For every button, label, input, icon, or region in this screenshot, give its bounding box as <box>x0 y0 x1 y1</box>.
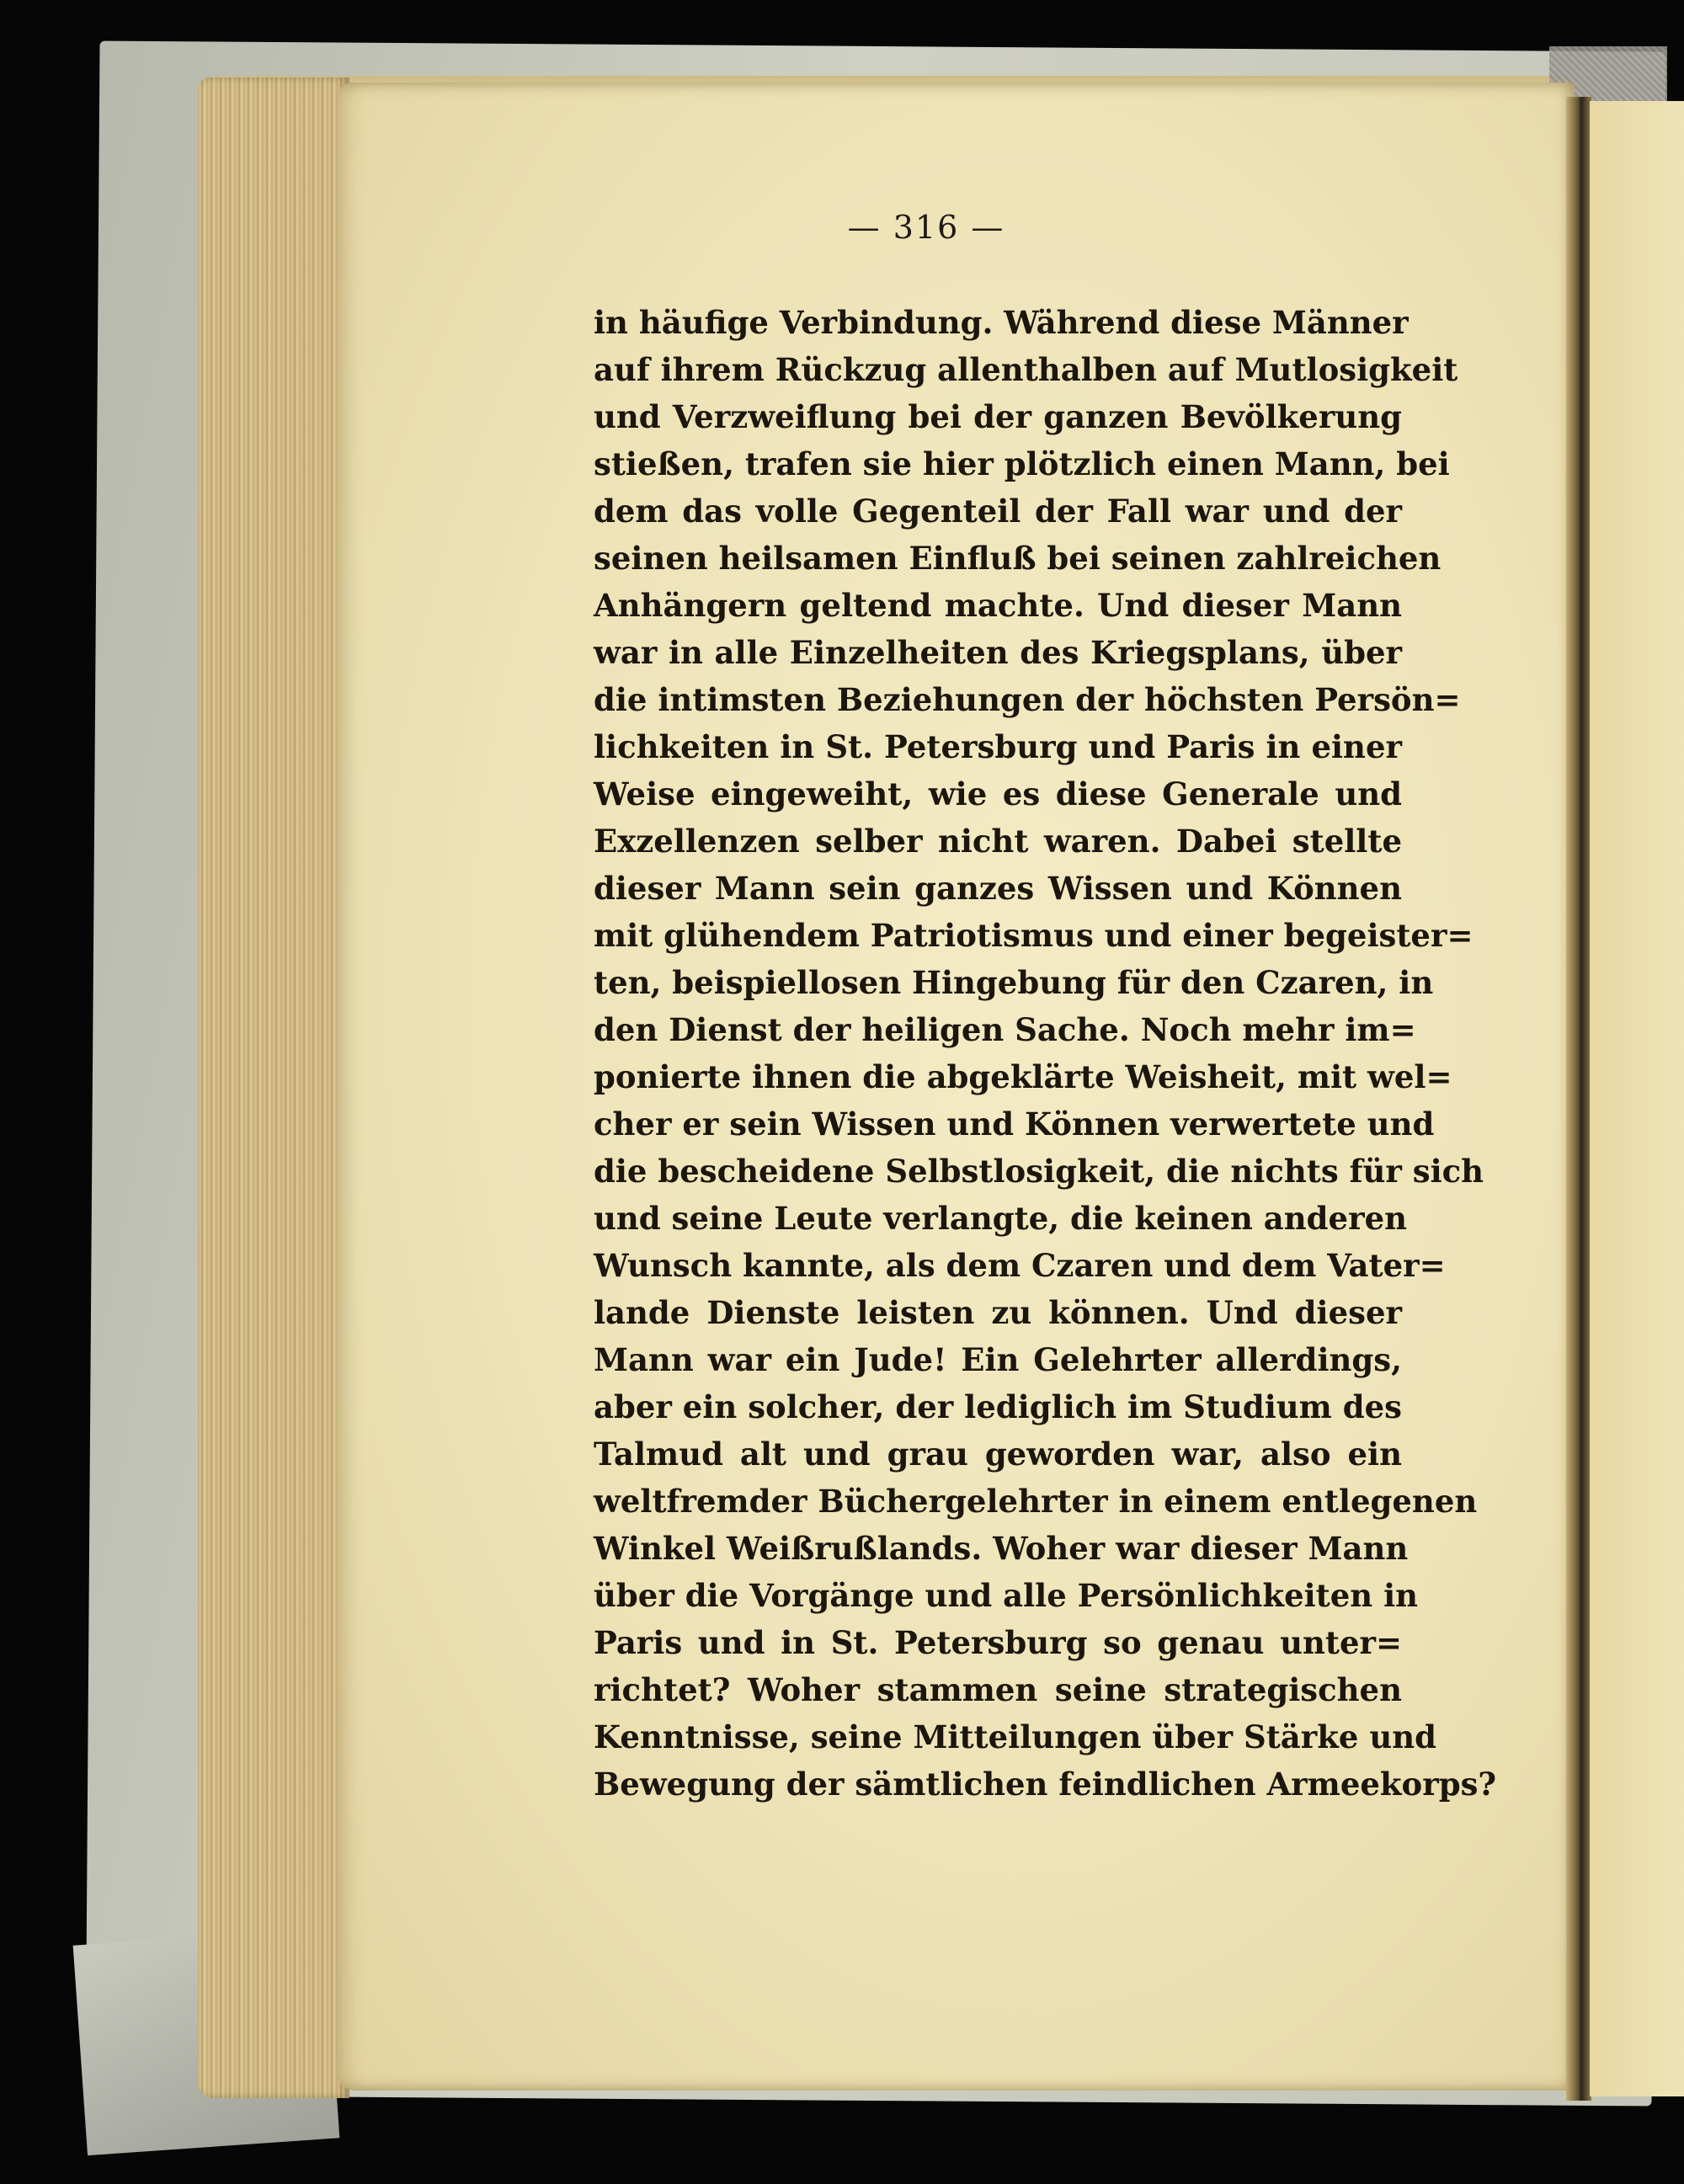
text-line: dem das volle Gegenteil der Fall war und der <box>594 493 1402 530</box>
text-line: Paris und in St. Petersburg so genau unter= <box>594 1624 1402 1661</box>
text-line: dieser Mann sein ganzes Wissen und Können <box>594 870 1402 907</box>
text-line: ponierte ihnen die abgeklärte Weisheit, mit wel= <box>594 1058 1452 1095</box>
text-line: weltfremder Büchergelehrter in einem entlegenen <box>594 1483 1478 1520</box>
text-line: aber ein solcher, der lediglich im Studium des <box>594 1388 1402 1425</box>
text-line: ten, beispiellosen Hingebung für den Czaren, in <box>594 964 1434 1001</box>
text-line: in häufige Verbindung. Während diese Männer <box>594 304 1409 341</box>
text-line: den Dienst der heiligen Sache. Noch mehr im= <box>594 1011 1416 1048</box>
text-line: und Verzweiflung bei der ganzen Bevölkerung <box>594 398 1402 435</box>
text-line: Winkel Weißrußlands. Woher war dieser Mann <box>594 1530 1409 1567</box>
page-edges <box>198 77 349 2098</box>
text-line: über die Vorgänge und alle Persönlichkeiten in <box>594 1577 1419 1614</box>
text-line: und seine Leute verlangte, die keinen anderen <box>594 1200 1408 1237</box>
text-line: Kenntnisse, seine Mitteilungen über Stärke und <box>594 1718 1436 1755</box>
text-line: lichkeiten in St. Petersburg und Paris in einer <box>594 728 1402 765</box>
text-line: Mann war ein Jude! Ein Gelehrter allerdings, <box>594 1341 1402 1378</box>
page-number: — 316 — <box>847 209 1005 246</box>
text-line: seinen heilsamen Einfluß bei seinen zahlreichen <box>594 540 1442 577</box>
text-line: richtet? Woher stammen seine strategischen <box>594 1671 1402 1708</box>
text-line: Weise eingeweiht, wie es diese Generale und <box>594 775 1402 812</box>
text-line: Bewegung der sämtlichen feindlichen Armeekorps? <box>594 1766 1497 1803</box>
text-line: Wunsch kannte, als dem Czaren und dem Vater= <box>594 1247 1446 1284</box>
book-gutter <box>1566 97 1591 2101</box>
text-line: auf ihrem Rückzug allenthalben auf Mutlosigkeit <box>594 351 1458 388</box>
text-line: mit glühendem Patriotismus und einer begeister= <box>594 917 1474 954</box>
body-text <box>594 299 1497 1808</box>
text-line: cher er sein Wissen und Können verwertete und <box>594 1105 1435 1143</box>
text-line: Talmud alt und grau geworden war, also ein <box>594 1436 1402 1473</box>
facing-page <box>1590 101 1684 2096</box>
text-line: Exzellenzen selber nicht waren. Dabei stellte <box>594 823 1402 860</box>
text-line: die intimsten Beziehungen der höchsten Persön= <box>594 681 1461 718</box>
text-line: lande Dienste leisten zu können. Und dieser <box>594 1294 1402 1331</box>
text-line: die bescheidene Selbstlosigkeit, die nichts für sich <box>594 1153 1484 1190</box>
text-line: stießen, trafen sie hier plötzlich einen Mann, bei <box>594 445 1450 482</box>
text-line: war in alle Einzelheiten des Kriegsplans, über <box>594 634 1402 671</box>
text-line: Anhängern geltend machte. Und dieser Mann <box>594 587 1402 624</box>
